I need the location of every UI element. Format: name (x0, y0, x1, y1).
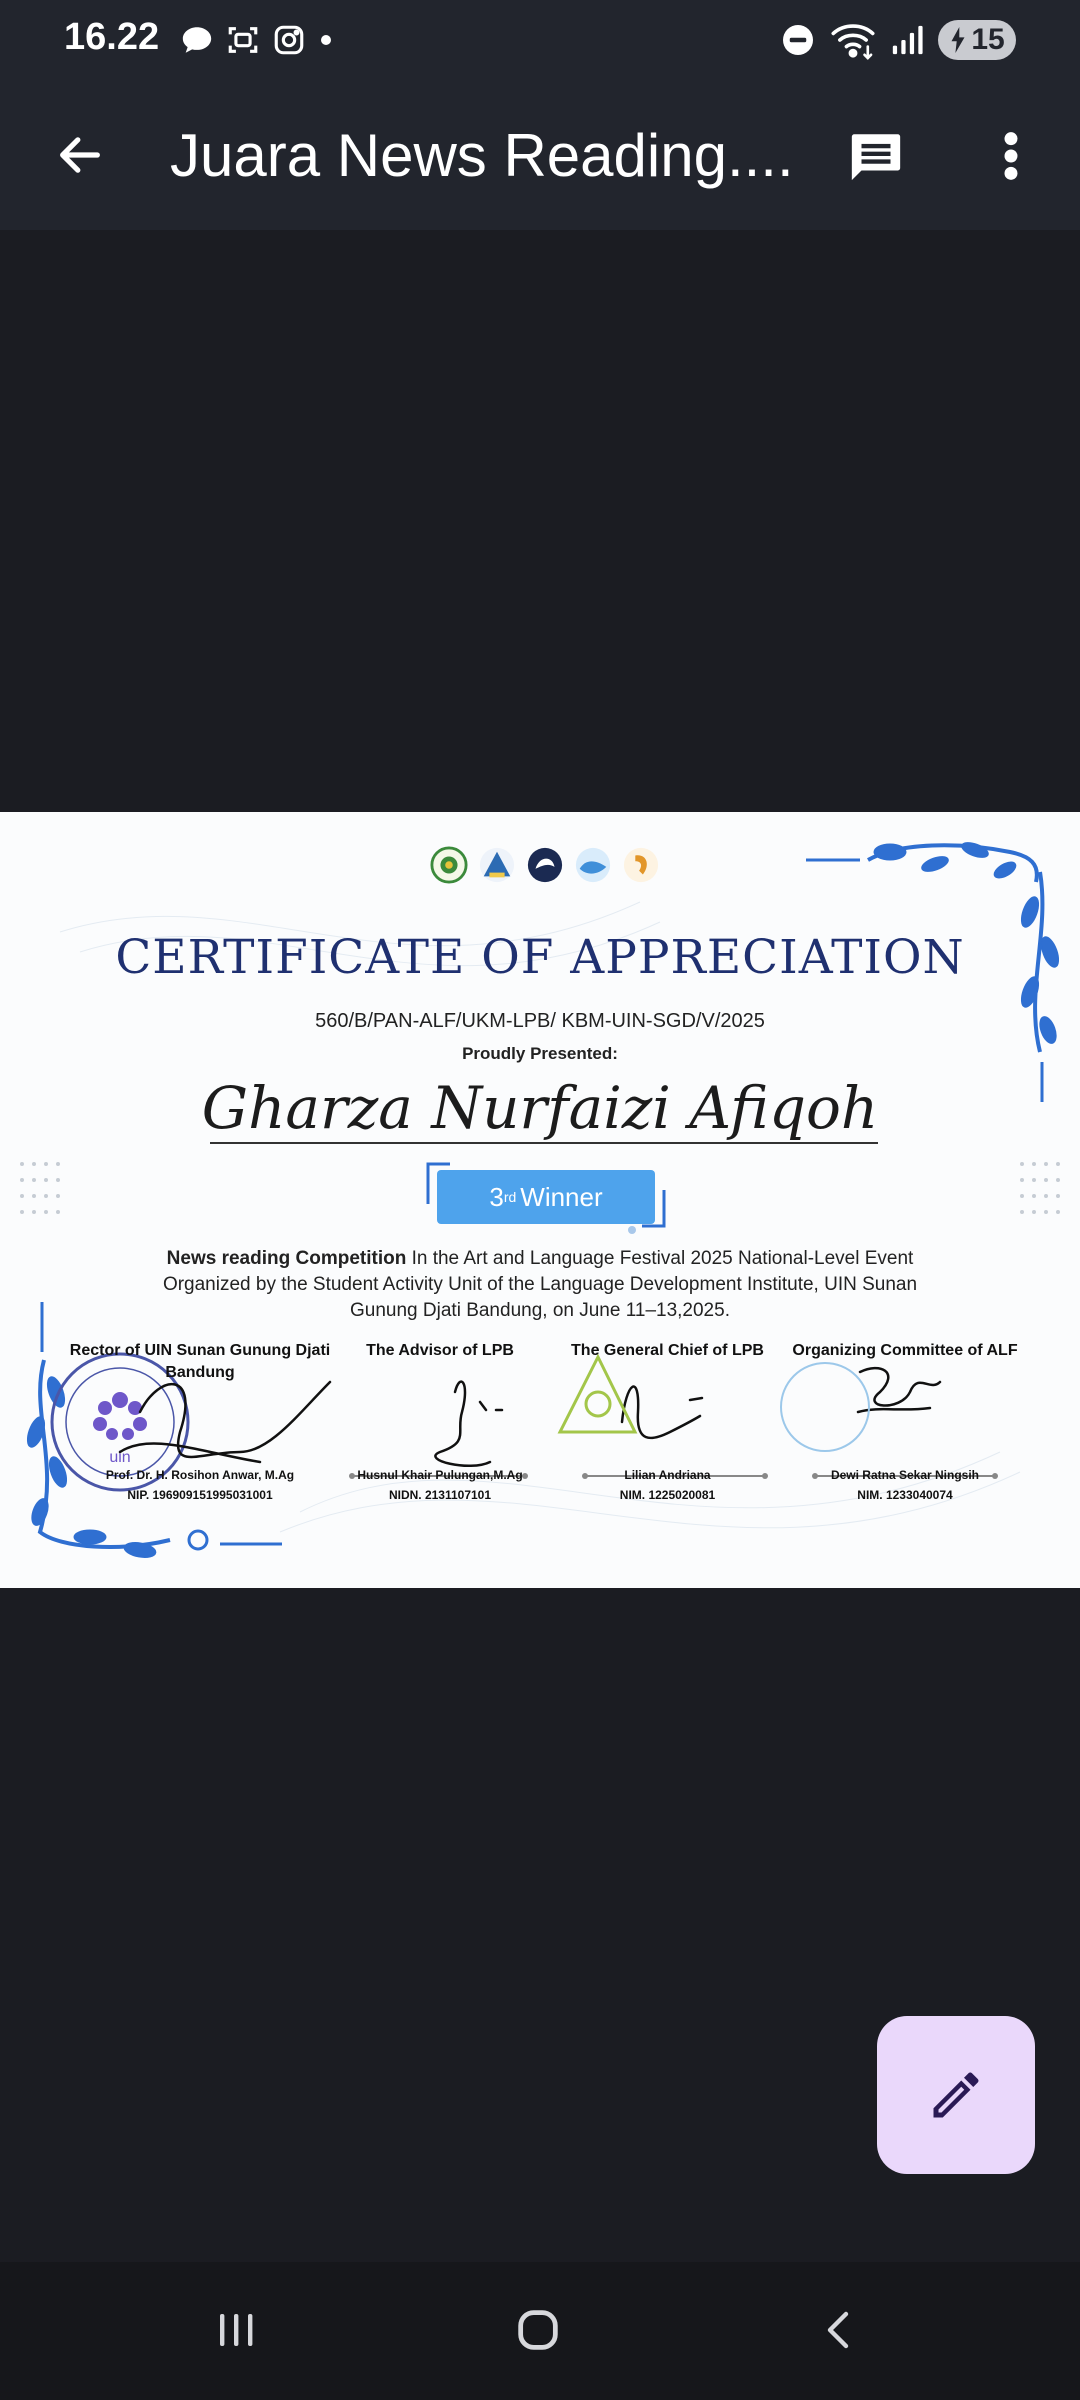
status-time: 16.22 (64, 16, 160, 58)
status-notification-icons (180, 20, 334, 60)
back-nav-icon (816, 2306, 864, 2354)
more-options-button[interactable] (976, 118, 1046, 194)
signer-name: Husnul Khair Pulungan,M.Ag (357, 1468, 523, 1482)
status-system-icons (780, 18, 1016, 62)
signer-role: The Advisor of LPB (366, 1342, 514, 1359)
recipient-underline (210, 1142, 878, 1144)
event-details: In the Art and Language Festival 2025 National-Level Event Organized by the Student Activity Unit of the Language Development Institute, UIN Sunan Gunung Djati Bandung, on June 11–13,2025. (162, 1248, 918, 1321)
university-logo-icon (430, 846, 468, 884)
signer-id: NIM. 1225020081 (619, 1488, 716, 1502)
competition-name: News reading Competition (166, 1248, 407, 1269)
battery-charging-icon (938, 20, 1016, 60)
status-bar (0, 0, 1080, 80)
signer-name: Dewi Ratna Sekar Ningsih (830, 1468, 980, 1482)
edit-fab[interactable] (877, 2016, 1035, 2174)
certificate-title: CERTIFICATE OF APPRECIATION (115, 930, 965, 985)
recent-apps-icon (212, 2306, 260, 2354)
signer-name: Lilian Andriana (624, 1468, 711, 1482)
back-button[interactable] (40, 120, 120, 190)
home-button[interactable] (478, 2290, 598, 2370)
sponsor-logos (430, 846, 660, 886)
battery-level: 15 (971, 23, 1005, 56)
dot-icon (318, 32, 334, 48)
comment-icon (847, 127, 905, 185)
lpb-logo-icon (478, 846, 516, 884)
signer-advisor (350, 1340, 530, 1502)
festival-logo-icon (574, 846, 612, 884)
award-badge (437, 1170, 655, 1224)
certificate-number: 560/B/PAN-ALF/UKM-LPB/ KBM-UIN-SGD/V/2025 (315, 1010, 765, 1032)
home-icon (512, 2304, 564, 2356)
award-label: Winner (520, 1181, 603, 1212)
page-title: Juara News Reading.... (170, 122, 794, 189)
recent-apps-button[interactable] (176, 2290, 296, 2370)
signer-role: Rector of UIN Sunan Gunung Djati Bandung (69, 1342, 331, 1381)
signer-id: NIM. 1233040074 (857, 1488, 953, 1502)
app-bar (0, 80, 1080, 230)
system-nav-bar (0, 2262, 1080, 2400)
signer-role: Organizing Committee of ALF (792, 1342, 1018, 1359)
signer-rector (60, 1340, 340, 1502)
signer-id: NIP. 196909151995031001 (127, 1488, 273, 1502)
do-not-disturb-icon (780, 22, 816, 58)
more-vert-icon (1001, 130, 1021, 182)
committee-logo-icon (622, 846, 660, 884)
chat-bubble-icon (180, 23, 214, 57)
comments-button[interactable] (836, 118, 916, 194)
pencil-icon (926, 2065, 986, 2125)
signer-general-chief (565, 1340, 770, 1502)
signer-id: NIDN. 2131107101 (388, 1488, 492, 1502)
signer-committee (780, 1340, 1030, 1502)
svg-text:uin: uin (109, 1449, 131, 1466)
organizer-logo-icon (526, 846, 564, 884)
signal-icon (890, 22, 924, 58)
arrow-back-icon (54, 129, 106, 181)
back-nav-button[interactable] (780, 2290, 900, 2370)
signer-role: The General Chief of LPB (571, 1342, 764, 1359)
certificate-image[interactable] (0, 812, 1080, 1588)
certificate-description (140, 1246, 940, 1324)
recipient-name: Gharza Nurfaizi Afiqoh (201, 1074, 879, 1142)
screenshot-icon (226, 23, 260, 57)
presented-label: Proudly Presented: (462, 1044, 618, 1063)
award-suffix: rd (503, 1189, 517, 1205)
instagram-icon (272, 23, 306, 57)
award-rank: 3 (489, 1181, 504, 1212)
signer-name: Prof. Dr. H. Rosihon Anwar, M.Ag (105, 1468, 295, 1482)
wifi-icon (830, 20, 876, 60)
